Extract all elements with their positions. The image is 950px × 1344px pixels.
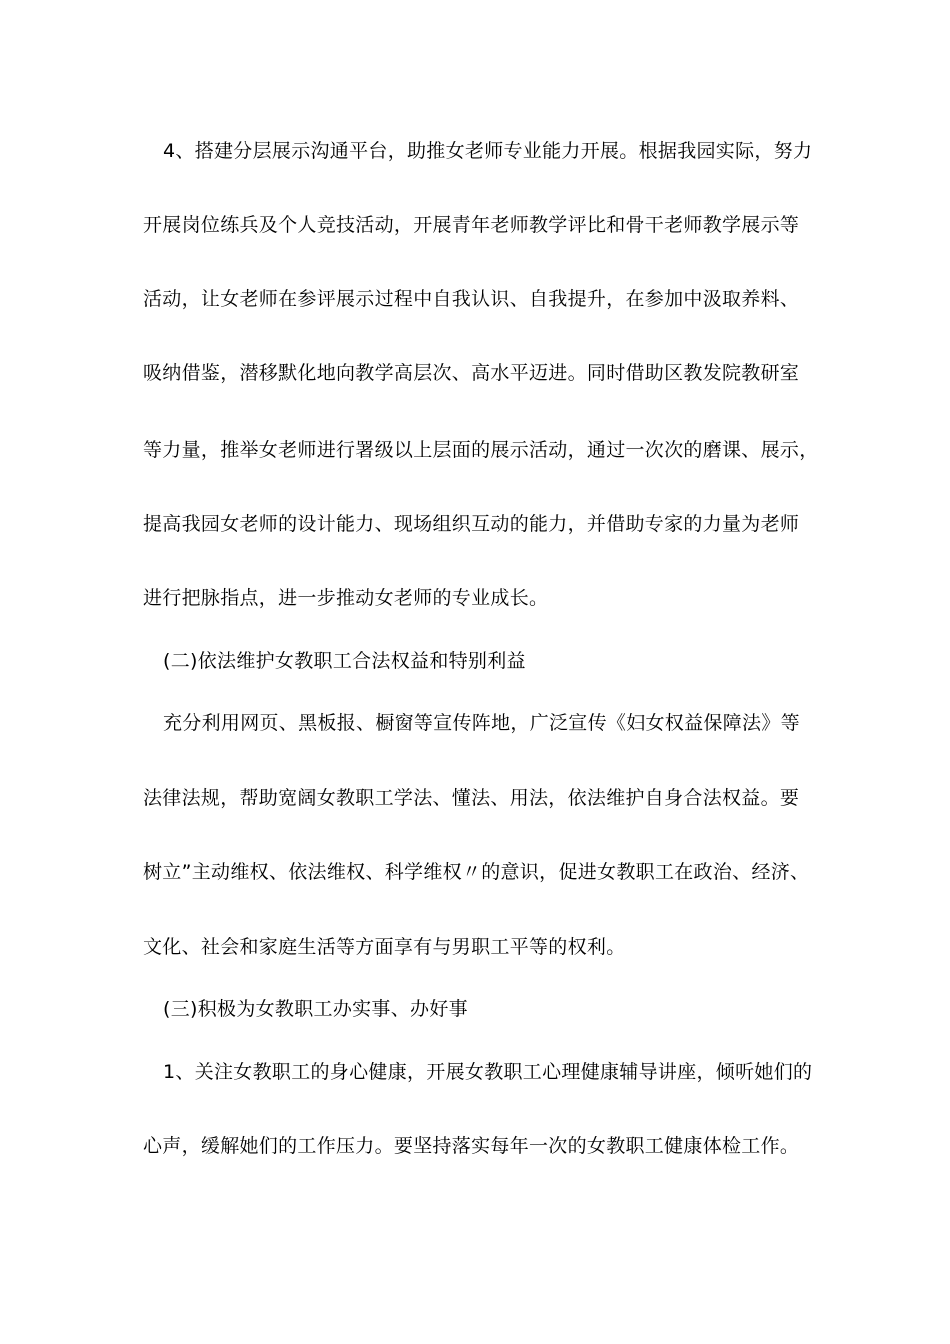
paragraph-line: 开展岗位练兵及个人竞技活动，开展青年老师教学评比和骨干老师教学展示等 bbox=[143, 214, 800, 236]
paragraph-line: 活动，让女老师在参评展示过程中自我认识、自我提升，在参加中汲取养料、 bbox=[143, 288, 800, 310]
paragraph-line: 法律法规，帮助宽阔女教职工学法、懂法、用法，依法维护自身合法权益。要 bbox=[143, 787, 800, 809]
paragraph-line: 提高我园女老师的设计能力、现场组织互动的能力，并借助专家的力量为老师 bbox=[143, 513, 800, 535]
paragraph-line: 充分利用网页、黑板报、橱窗等宣传阵地，广泛宣传《妇女权益保障法》等 bbox=[163, 712, 800, 734]
paragraph-line: 文化、社会和家庭生活等方面享有与男职工平等的权利。 bbox=[143, 936, 626, 958]
paragraph-line: 4、搭建分层展示沟通平台，助推女老师专业能力开展。根据我园实际，努力 bbox=[163, 140, 813, 162]
section-heading: (三)积极为女教职工办实事、办好事 bbox=[163, 998, 468, 1020]
paragraph-line: 进行把脉指点，进一步推动女老师的专业成长。 bbox=[143, 587, 549, 609]
section-heading: (二)依法维护女教职工合法权益和特别利益 bbox=[163, 650, 526, 672]
paragraph-line: 等力量，推举女老师进行署级以上层面的展示活动，通过一次次的磨课、展示， bbox=[143, 439, 819, 461]
paragraph-line: 树立”主动维权、依法维权、科学维权〃的意识，促进女教职工在政治、经济、 bbox=[143, 861, 810, 883]
paragraph-line: 心声，缓解她们的工作压力。要坚持落实每年一次的女教职工健康体检工作。 bbox=[143, 1135, 800, 1157]
paragraph-line: 吸纳借鉴，潜移默化地向教学高层次、高水平迈进。同时借助区教发院教研室 bbox=[143, 362, 800, 384]
paragraph-line: 1、关注女教职工的身心健康，开展女教职工心理健康辅导讲座，倾听她们的 bbox=[163, 1061, 813, 1083]
